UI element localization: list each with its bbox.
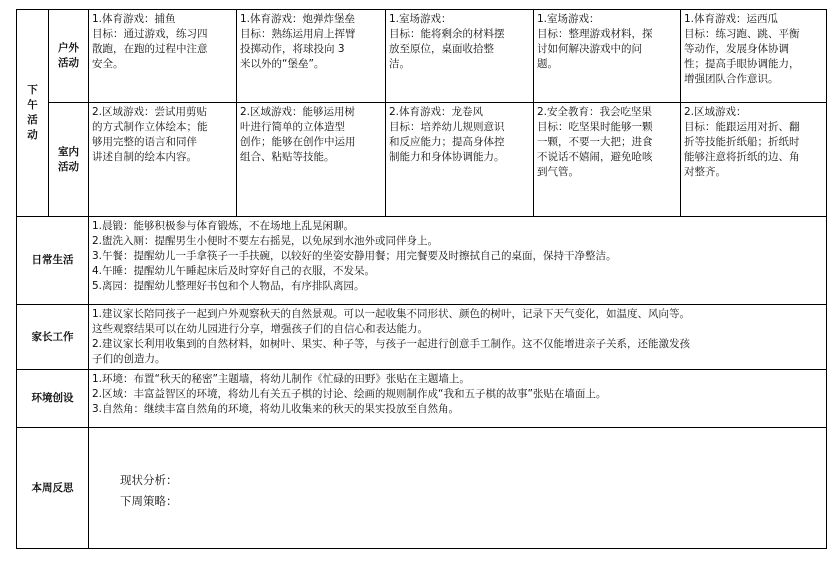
daily-life-content: 1.晨锻：能够积极参与体育锻炼，不在场地上乱晃闲聊。 2.盥洗入厕：提醒男生小便时不要左右摇晃，以免尿到水池外或同伴身上。 3.午餐：提醒幼儿一手拿筷子一手扶碗，以较好的坐姿安静用餐；用完餐要及时擦拭自己的桌面，保持干净整洁。 4.午睡：提醒幼儿午睡起床后及时穿好自己的衣服，不发呆。 5.离园：提醒幼儿整理好书包和个人物品，有序排队离园。 [89,217,827,305]
indoor-activity-label: 室内 活动 [49,103,89,217]
reflection-label: 本周反思 [17,428,89,549]
indoor-cell-wed: 2.体育游戏：龙卷风 目标：培养幼儿规则意识 和反应能力；提高身体控 制能力和身体协调能力。 [386,103,534,217]
row-environment [17,370,827,428]
outdoor-cell-fri: 1.体育游戏：运西瓜 目标：练习跑、跳、平衡 等动作，发展身体协调 性；提高手眼协调能力， 增强团队合作意识。 [681,10,827,103]
weekly-plan-table [16,9,827,549]
environment-label: 环境创设 [17,370,89,428]
outdoor-cell-tue: 1.体育游戏：炮弹炸堡垒 目标：熟练运用肩上挥臂 投掷动作，将球投向 3 米以外的“堡垒”。 [237,10,386,103]
environment-content: 1.环境：布置“秋天的秘密”主题墙，将幼儿制作《忙碌的田野》张贴在主题墙上。 2.区域：丰富益智区的环境，将幼儿有关五子棋的讨论、绘画的规则制作成“我和五子棋的故事”张贴在墙面上。 3.自然角：继续丰富自然角的环境，将幼儿收集来的秋天的果实投放至自然角。 [89,370,827,428]
row-indoor-activity [17,103,827,217]
row-daily-life [17,217,827,305]
indoor-cell-tue: 2.区域游戏：能够运用树 叶进行简单的立体造型 创作；能够在创作中运用 组合、粘贴等技能。 [237,103,386,217]
row-reflection [17,428,827,549]
daily-life-label: 日常生活 [17,217,89,305]
next-week-strategy-label: 下周策略： [120,494,178,508]
afternoon-activity-label: 下 午 活 动 [17,10,49,217]
outdoor-cell-thu: 1.室场游戏： 目标：整理游戏材料，探 讨如何解决游戏中的问 题。 [534,10,681,103]
reflection-content [89,428,827,549]
status-analysis-label: 现状分析： [120,473,178,487]
parent-work-label: 家长工作 [17,305,89,370]
outdoor-activity-label: 户外 活动 [49,10,89,103]
row-parent-work [17,305,827,370]
outdoor-cell-wed: 1.室场游戏： 目标：能将剩余的材料摆 放至原位，桌面收拾整 洁。 [386,10,534,103]
row-outdoor-activity [17,10,827,103]
indoor-cell-fri: 2.区域游戏： 目标：能跟运用对折、翻 折等技能折纸船；折纸时 能够注意将折纸的边、角 对整齐。 [681,103,827,217]
indoor-cell-thu: 2.安全教育：我会吃坚果 目标：吃坚果时能够一颗 一颗，不要一大把；进食 不说话不嬉闹，避免呛咳 到气管。 [534,103,681,217]
parent-work-content: 1.建议家长陪同孩子一起到户外观察秋天的自然景观。可以一起收集不同形状、颜色的树叶，记录下天气变化，如温度、风向等。 这些观察结果可以在幼儿园进行分享，增强孩子们的自信心和表达能力。 2.建议家长利用收集到的自然材料，如树叶、果实、种子等，与孩子一起进行创意手工制作。这不仅能增进亲子关系，还能激发孩 子们的创造力。 [89,305,827,370]
outdoor-cell-mon: 1.体育游戏：捕鱼 目标：通过游戏，练习四 散跑，在跑的过程中注意 安全。 [89,10,237,103]
indoor-cell-mon: 2.区域游戏：尝试用剪贴 的方式制作立体绘本；能 够用完整的语言和同伴 讲述自制的绘本内容。 [89,103,237,217]
